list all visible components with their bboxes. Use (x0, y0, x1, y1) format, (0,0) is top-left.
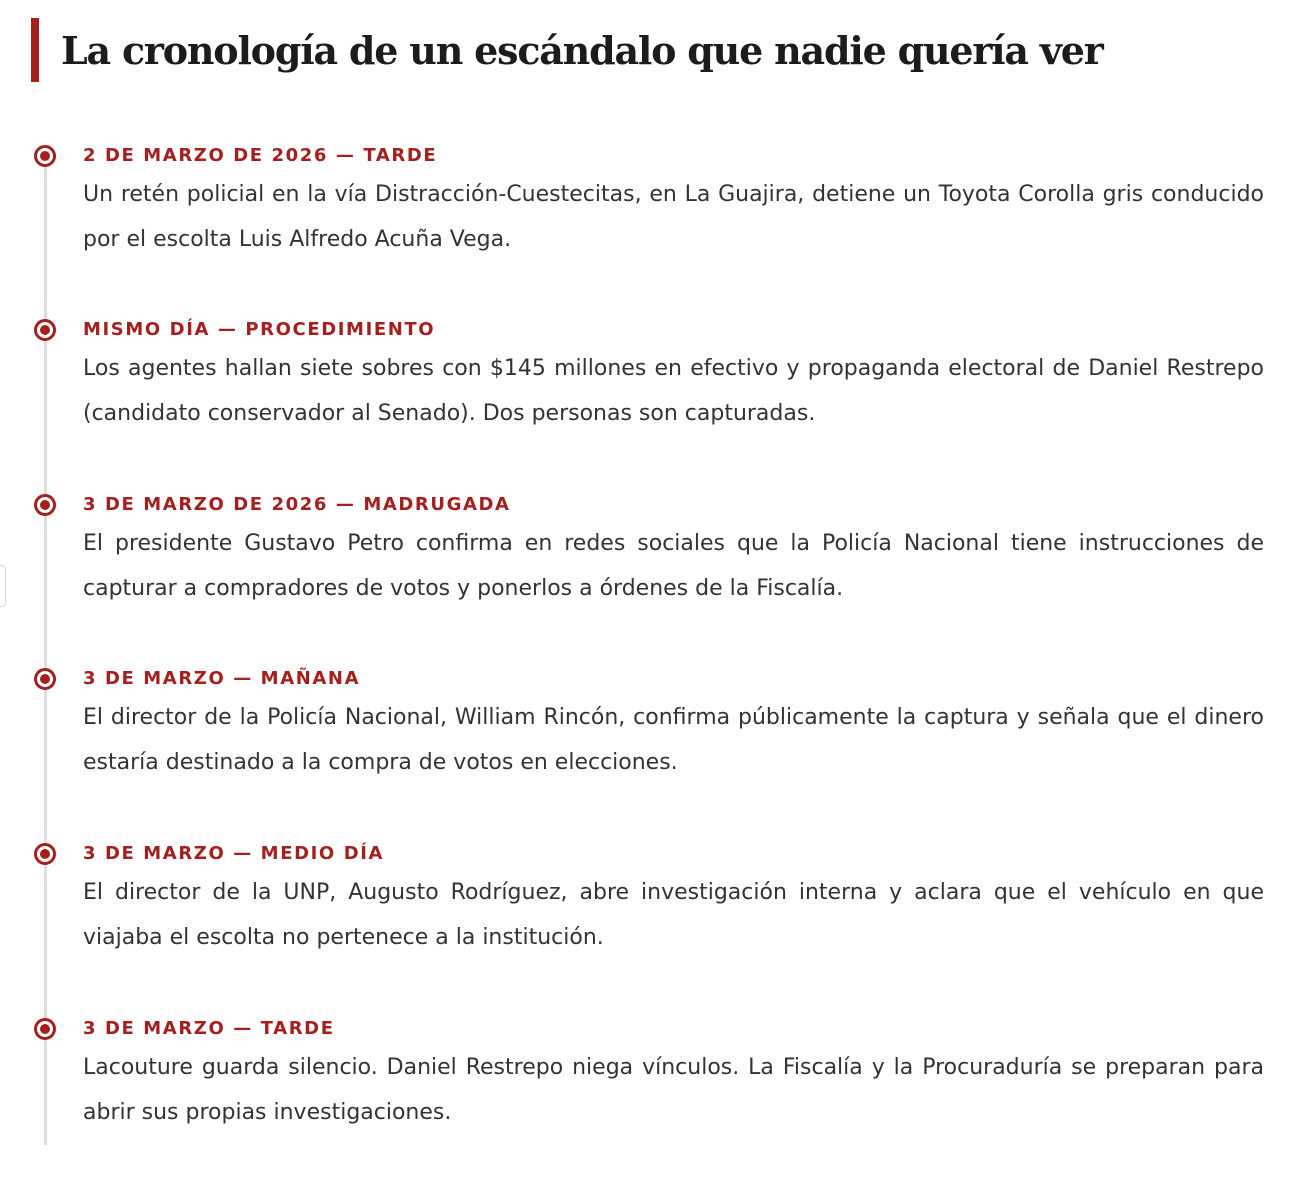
side-handle[interactable] (0, 565, 6, 607)
timeline-entry (0, 668, 1304, 828)
timeline-dot-icon (34, 843, 56, 865)
timeline-entry-date: 3 DE MARZO DE 2026 — MADRUGADA (83, 494, 511, 515)
timeline-entry (0, 494, 1304, 654)
timeline-entry (0, 145, 1304, 305)
timeline-dot-icon (34, 319, 56, 341)
timeline-entry-date: MISMO DÍA — PROCEDIMIENTO (83, 319, 436, 340)
timeline-entry (0, 1018, 1304, 1178)
timeline-dot-icon (34, 494, 56, 516)
timeline-entry-text: Lacouture guarda silencio. Daniel Restrepo niega vínculos. La Fiscalía y la Procuraduría se preparan para abrir sus propias investigaciones. (83, 1055, 1264, 1125)
timeline-entry-text: El director de la Policía Nacional, William Rincón, confirma públicamente la captura y señala que el dinero estaría destinado a la compra de votos en elecciones. (83, 705, 1264, 775)
timeline-entry-text: Los agentes hallan siete sobres con $145 millones en efectivo y propaganda electoral de Daniel Restrepo (candidato conservador al Senado). Dos personas son capturadas. (83, 356, 1264, 426)
timeline-entry-date: 3 DE MARZO — TARDE (83, 1018, 335, 1039)
timeline-dot-icon (34, 145, 56, 167)
timeline-entry-date: 3 DE MARZO — MEDIO DÍA (83, 843, 385, 864)
page-title: La cronología de un escándalo que nadie quería ver (61, 27, 1103, 73)
timeline-entry (0, 319, 1304, 479)
timeline-entry-date: 3 DE MARZO — MAÑANA (83, 668, 361, 689)
timeline-entry-text: El presidente Gustavo Petro confirma en redes sociales que la Policía Nacional tiene instrucciones de capturar a compradores de votos y ponerlos a órdenes de la Fiscalía. (83, 531, 1264, 601)
timeline-dot-icon (34, 1018, 56, 1040)
timeline-entry-date: 2 DE MARZO DE 2026 — TARDE (83, 145, 438, 166)
timeline-dot-icon (34, 668, 56, 690)
timeline-entry (0, 843, 1304, 1003)
timeline-entry-text: El director de la UNP, Augusto Rodríguez, abre investigación interna y aclara que el vehículo en que viajaba el escolta no pertenece a la institución. (83, 880, 1264, 950)
timeline-entry-text: Un retén policial en la vía Distracción-Cuestecitas, en La Guajira, detiene un Toyota Corolla gris conducido por el escolta Luis Alfredo Acuña Vega. (83, 182, 1264, 252)
